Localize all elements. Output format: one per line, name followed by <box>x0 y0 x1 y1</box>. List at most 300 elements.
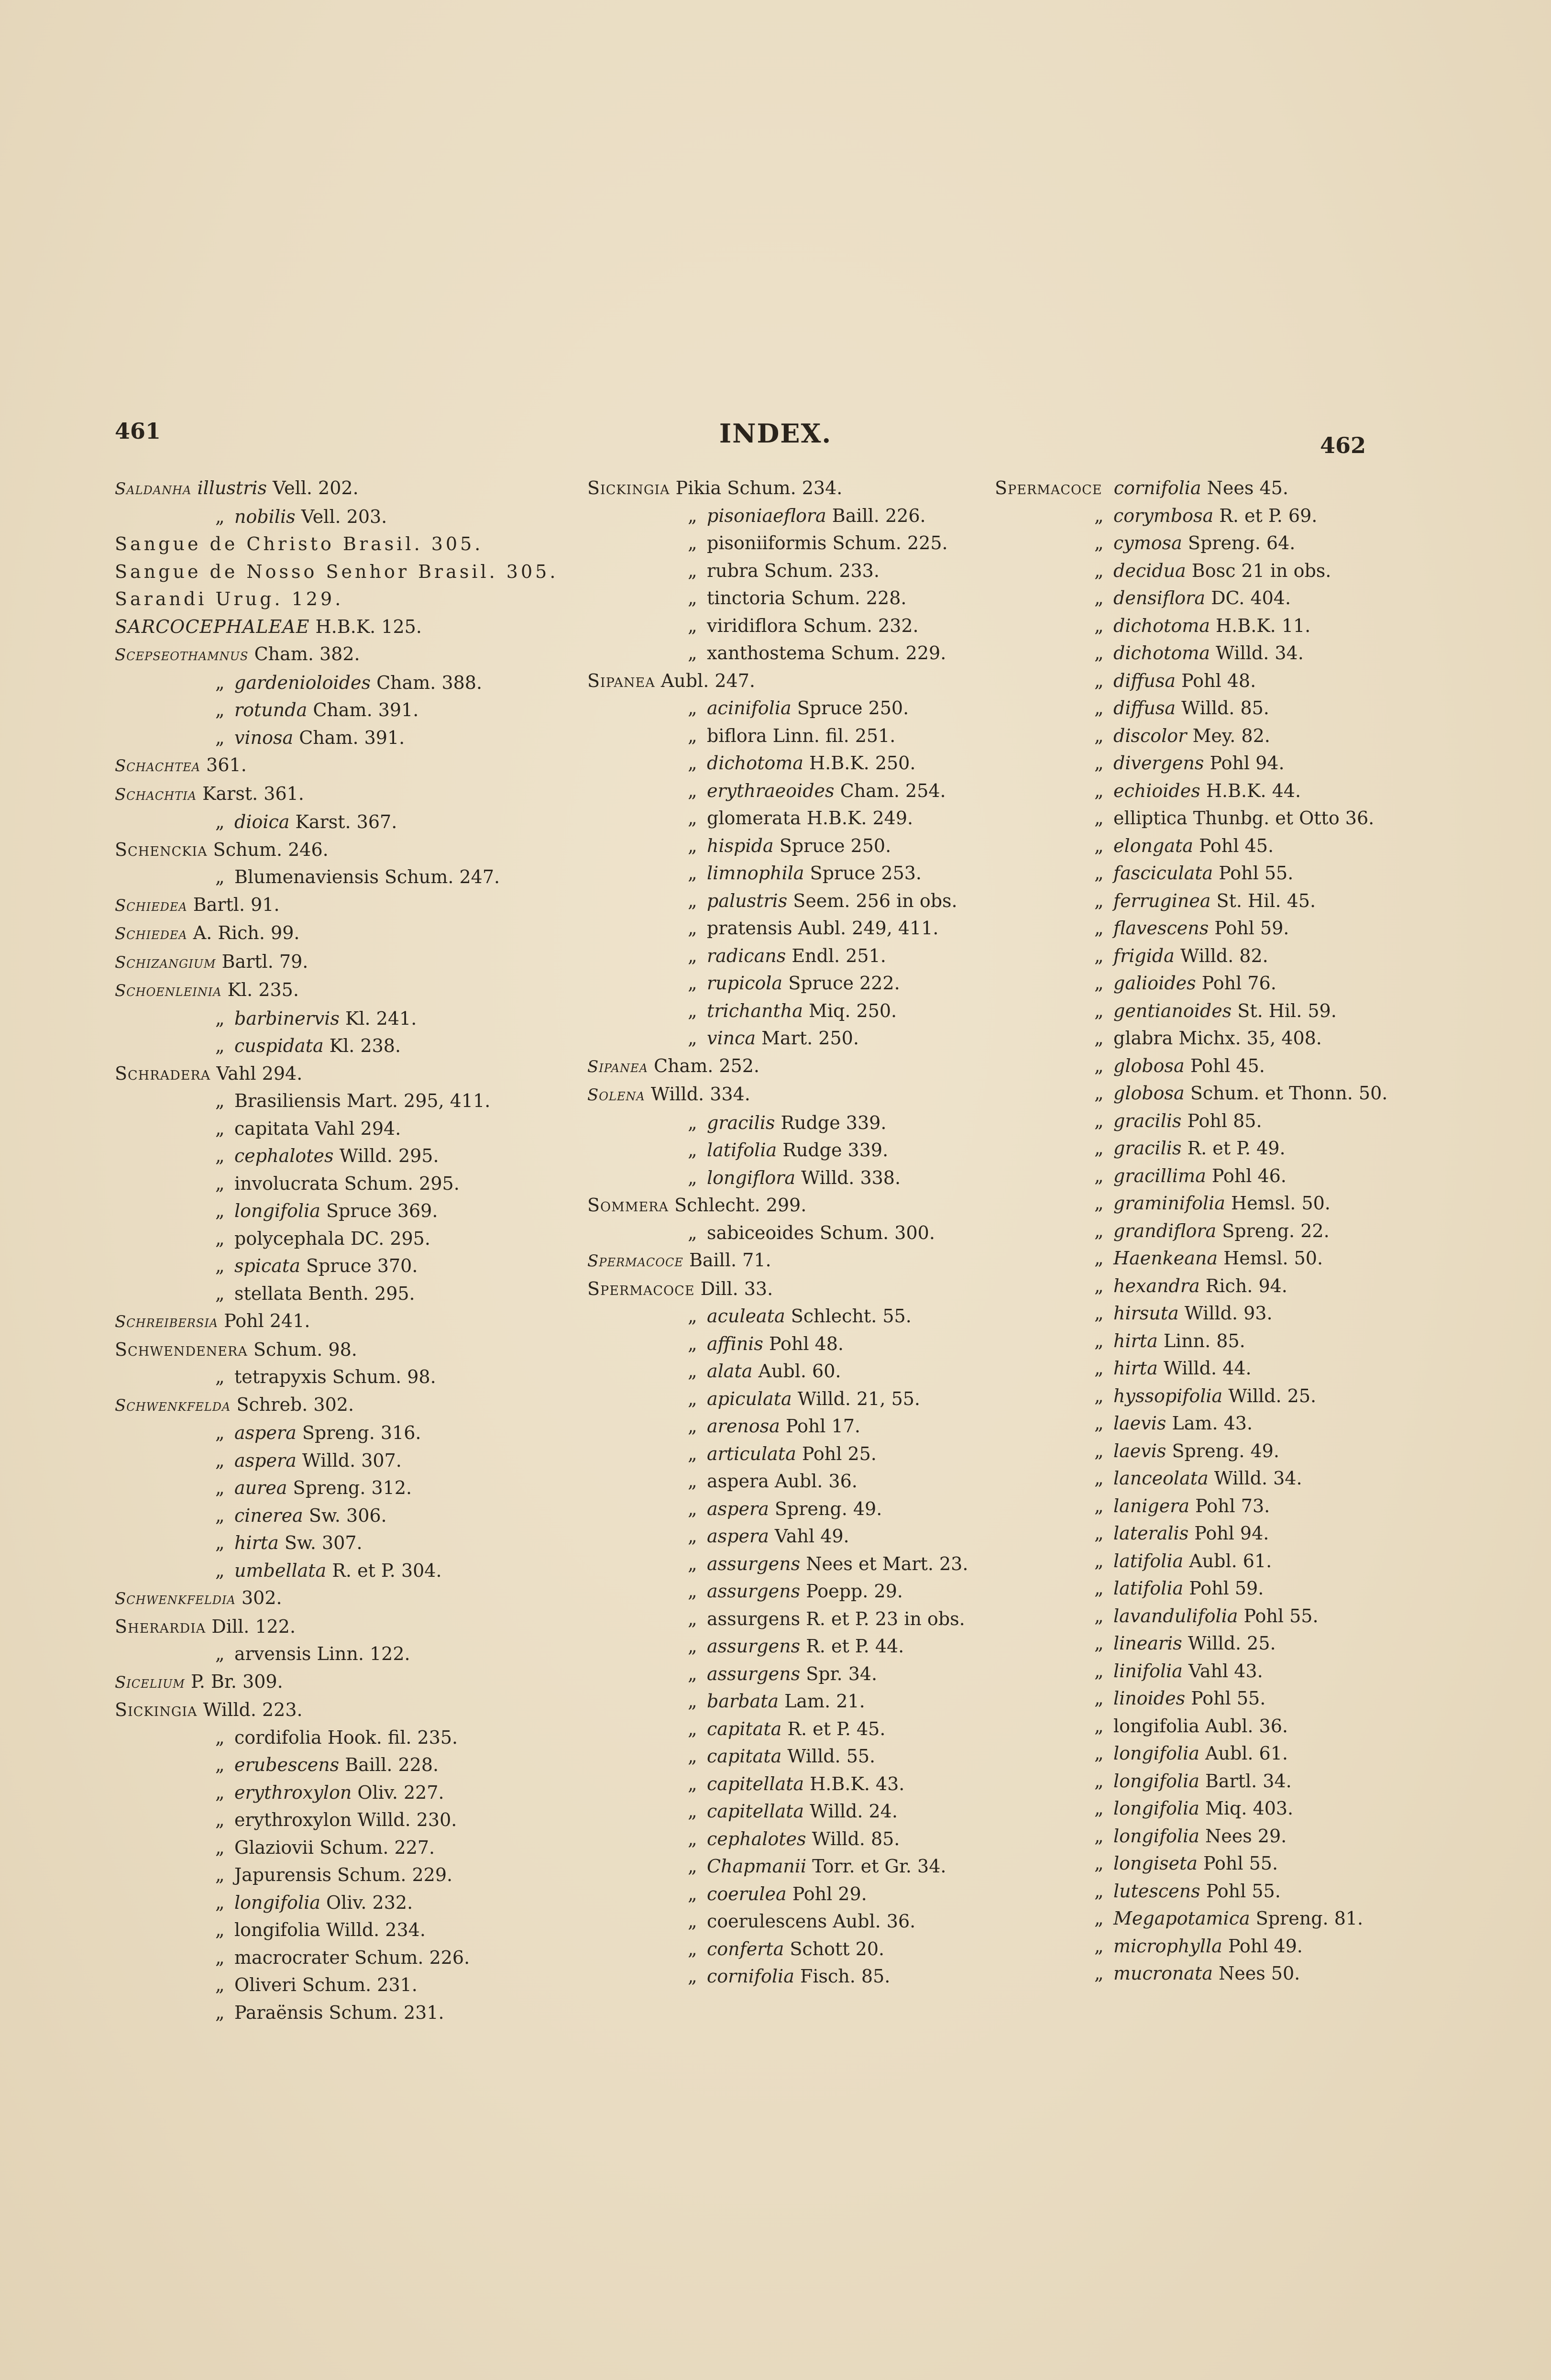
authority-reference: Spruce 253. <box>810 863 922 884</box>
species-name: conferta <box>707 1938 784 1959</box>
index-entry <box>115 697 560 724</box>
entry-text: stellata Benth. 295. <box>234 1283 415 1304</box>
species-name: dichotoma <box>1113 615 1210 636</box>
species-name: diffusa <box>1113 697 1176 719</box>
index-entry <box>115 1557 560 1585</box>
ditto-mark: „ <box>215 811 225 832</box>
species-name: galioides <box>1113 973 1196 994</box>
ditto-mark: „ <box>688 973 697 994</box>
species-name: fasciculata <box>1113 863 1213 884</box>
authority-reference: Sw. 306. <box>308 1505 387 1526</box>
ditto-mark: „ <box>688 1938 697 1959</box>
species-name: trichantha <box>707 1000 803 1021</box>
species-name: erythroxylon <box>234 1782 352 1803</box>
index-entry <box>587 557 1008 585</box>
authority-reference: Aubl. 247. <box>660 670 755 691</box>
species-name: hirsuta <box>1113 1303 1179 1324</box>
index-entry <box>995 1190 1444 1218</box>
authority-reference: Schlecht. 299. <box>674 1195 807 1216</box>
index-entry <box>995 667 1444 695</box>
authority-reference: R. et P. 45. <box>787 1718 886 1739</box>
authority-reference: Willd. 25. <box>1188 1633 1276 1654</box>
index-entry <box>115 836 560 864</box>
index-entry <box>995 1740 1444 1768</box>
authority-reference: Rich. 94. <box>1205 1275 1287 1296</box>
index-entry <box>115 586 560 613</box>
species-name: assurgens <box>707 1553 801 1574</box>
index-entry <box>995 557 1444 585</box>
authority-reference: R. et P. 69. <box>1219 505 1318 526</box>
ditto-mark: „ <box>1094 697 1104 719</box>
species-name: densiflora <box>1113 587 1205 609</box>
ditto-mark: „ <box>1094 1303 1104 1324</box>
index-entry <box>995 1052 1444 1080</box>
ditto-mark: „ <box>1094 780 1104 801</box>
authority-reference: H.B.K. 250. <box>809 753 916 774</box>
authority-reference: Kl. 235. <box>227 979 299 1000</box>
species-name: longifolia <box>1113 1770 1199 1792</box>
genus-name: Schenckia <box>115 839 208 860</box>
authority-reference: Lam. 21. <box>784 1691 865 1712</box>
ditto-mark: „ <box>215 1450 225 1471</box>
entry-text: tinctoria Schum. 228. <box>707 587 907 609</box>
species-name: barbinervis <box>234 1007 340 1029</box>
index-entry <box>587 1908 1008 1936</box>
authority-reference: Sw. 307. <box>284 1532 363 1553</box>
index-entry <box>115 808 560 836</box>
ditto-mark: „ <box>215 1505 225 1526</box>
index-entry <box>115 1668 560 1697</box>
index-entry <box>995 1933 1444 1960</box>
genus-name: Sicelium <box>115 1672 185 1692</box>
species-name: frigida <box>1113 945 1175 966</box>
ditto-mark: „ <box>1094 918 1104 939</box>
authority-reference: Baill. 71. <box>689 1250 771 1271</box>
species-name: spicata <box>234 1255 300 1276</box>
index-entry <box>115 724 560 752</box>
index-entry <box>995 805 1444 832</box>
index-entry <box>115 1170 560 1198</box>
ditto-mark: „ <box>688 1856 697 1877</box>
genus-name: Spermacoce <box>587 1251 683 1271</box>
species-name: discolor <box>1113 725 1187 746</box>
index-entry <box>587 1358 1008 1385</box>
species-name: linifolia <box>1113 1660 1183 1682</box>
entry-text: Sarandi Urug. 129. <box>115 588 344 609</box>
ditto-mark: „ <box>688 725 697 746</box>
ditto-mark: „ <box>1094 1083 1104 1104</box>
index-entry <box>995 1080 1444 1107</box>
species-name: lanigera <box>1113 1495 1190 1517</box>
index-entry <box>587 915 1008 942</box>
authority-reference: Cham. 252. <box>654 1055 760 1076</box>
ditto-mark: „ <box>215 1754 225 1775</box>
species-name: cuspidata <box>234 1035 324 1056</box>
index-entry <box>115 1889 560 1917</box>
ditto-mark: „ <box>688 835 697 856</box>
entry-text: polycephala DC. 295. <box>234 1228 430 1249</box>
species-name: diffusa <box>1113 670 1176 691</box>
entry-text: biflora Linn. fil. 251. <box>707 725 896 746</box>
authority-reference: Spreng. 64. <box>1188 532 1296 553</box>
index-entry <box>587 1495 1008 1523</box>
index-entry <box>115 1696 560 1724</box>
index-entry <box>587 1052 1008 1081</box>
species-name: laevis <box>1113 1413 1166 1434</box>
ditto-mark: „ <box>1094 1853 1104 1874</box>
index-entry <box>995 997 1444 1025</box>
authority-reference: Willd. 295. <box>339 1145 439 1166</box>
entry-text: cordifolia Hook. fil. 235. <box>234 1727 458 1748</box>
ditto-mark: „ <box>215 727 225 748</box>
authority-reference: Spruce 250. <box>797 697 909 719</box>
index-entry <box>995 1685 1444 1713</box>
ditto-mark: „ <box>688 1471 697 1492</box>
entry-text: longifolia Willd. 234. <box>234 1919 426 1940</box>
index-entry <box>995 750 1444 777</box>
species-name: lateralis <box>1113 1523 1189 1544</box>
ditto-mark: „ <box>215 1947 225 1968</box>
species-name: lavandulifolia <box>1113 1605 1238 1627</box>
authority-reference: Pohl 55. <box>1203 1853 1278 1874</box>
ditto-mark: „ <box>1094 1688 1104 1709</box>
ditto-mark: „ <box>1094 1110 1104 1131</box>
index-entry <box>587 502 1008 530</box>
index-entry <box>995 1355 1444 1383</box>
index-entry <box>995 1218 1444 1245</box>
ditto-mark: „ <box>215 1892 225 1913</box>
species-name: longifolia <box>234 1200 320 1221</box>
index-entry <box>587 1881 1008 1908</box>
index-entry <box>995 1438 1444 1465</box>
ditto-mark: „ <box>215 506 225 527</box>
entry-text: arvensis Linn. 122. <box>234 1643 410 1664</box>
index-entry <box>587 1385 1008 1413</box>
authority-reference: Vahl 43. <box>1188 1660 1263 1682</box>
authority-reference: Willd. 93. <box>1184 1303 1273 1324</box>
authority-reference: Pohl 48. <box>1181 670 1256 691</box>
authority-reference: Seem. 256 in obs. <box>793 890 957 911</box>
index-entry <box>587 695 1008 722</box>
index-entry <box>115 1724 560 1752</box>
authority-reference: Linn. 85. <box>1163 1330 1245 1351</box>
species-name: microphylla <box>1113 1935 1222 1957</box>
index-entry <box>995 585 1444 612</box>
authority-reference: Spreng. 81. <box>1255 1908 1364 1929</box>
index-entry <box>115 531 560 558</box>
species-name: coerulea <box>707 1883 787 1904</box>
index-entry <box>587 1247 1008 1275</box>
index-entry <box>995 942 1444 970</box>
authority-reference: Nees 45. <box>1207 477 1288 498</box>
authority-reference: Bartl. 79. <box>221 951 308 972</box>
ditto-mark: „ <box>1094 1165 1104 1186</box>
species-name: gentianoides <box>1113 1000 1232 1021</box>
authority-reference: Rudge 339. <box>781 1112 887 1133</box>
authority-reference: Vell. 202. <box>273 477 359 498</box>
species-name: capitata <box>707 1718 782 1739</box>
authority-reference: Pohl 241. <box>224 1310 310 1331</box>
index-column-1 <box>115 475 560 2026</box>
ditto-mark: „ <box>688 863 697 884</box>
ditto-mark: „ <box>1094 1660 1104 1682</box>
index-entry <box>587 1853 1008 1881</box>
authority-reference: Pohl 55. <box>1219 863 1294 884</box>
genus-name: Sickingia <box>587 477 670 498</box>
ditto-mark: „ <box>215 1366 225 1387</box>
index-entry <box>995 1823 1444 1850</box>
species-name: latifolia <box>1113 1550 1184 1572</box>
index-entry <box>587 1771 1008 1798</box>
ditto-mark: „ <box>688 1306 697 1327</box>
species-name: longifolia <box>1113 1825 1199 1847</box>
ditto-mark: „ <box>1094 808 1104 829</box>
authority-reference: Willd. 307. <box>302 1450 402 1471</box>
authority-reference: H.B.K. 125. <box>315 616 422 637</box>
ditto-mark: „ <box>688 560 697 581</box>
species-name: aurea <box>234 1477 287 1498</box>
ditto-mark: „ <box>688 1167 697 1188</box>
index-entry <box>995 1713 1444 1740</box>
species-name: globosa <box>1113 1083 1185 1104</box>
ditto-mark: „ <box>688 1112 697 1133</box>
species-name: elongata <box>1113 835 1193 856</box>
genus-name: Schachtia <box>115 785 197 804</box>
ditto-mark: „ <box>215 1560 225 1581</box>
species-name: radicans <box>707 945 786 966</box>
index-entry <box>587 1303 1008 1330</box>
species-name: longiseta <box>1113 1853 1198 1874</box>
ditto-mark: „ <box>688 1416 697 1437</box>
index-entry <box>115 503 560 531</box>
species-name: linoides <box>1113 1688 1186 1709</box>
index-entry <box>995 1273 1444 1300</box>
species-name: vinca <box>707 1028 756 1049</box>
authority-reference: Willd. 24. <box>810 1801 898 1822</box>
authority-reference: Schlecht. 55. <box>791 1306 912 1327</box>
authority-reference: Dill. 33. <box>700 1278 773 1299</box>
index-entry <box>995 1520 1444 1548</box>
genus-name: Schwenkfelda <box>115 1395 231 1415</box>
authority-reference: Torr. et Gr. 34. <box>812 1856 946 1877</box>
ditto-mark: „ <box>215 1145 225 1166</box>
species-name: gardenioloides <box>234 672 371 693</box>
authority-reference: Pohl 48. <box>769 1333 844 1354</box>
species-name: gracillima <box>1113 1165 1206 1186</box>
index-entry <box>587 942 1008 970</box>
authority-reference: Baill. 228. <box>345 1754 439 1775</box>
index-entry <box>115 1115 560 1143</box>
index-entry <box>115 1779 560 1807</box>
index-entry <box>995 1410 1444 1438</box>
genus-name: Schwenkfeldia <box>115 1589 236 1608</box>
index-entry <box>115 641 560 669</box>
authority-reference: Vahl 49. <box>774 1526 849 1547</box>
species-name: globosa <box>1113 1055 1185 1076</box>
index-entry <box>587 1826 1008 1853</box>
species-name: capitellata <box>707 1773 804 1794</box>
ditto-mark: „ <box>1094 1330 1104 1351</box>
species-name: aculeata <box>707 1306 785 1327</box>
authority-reference: Pohl 17. <box>785 1416 860 1437</box>
ditto-mark: „ <box>688 945 697 966</box>
authority-reference: Vahl 294. <box>216 1063 303 1084</box>
index-entry <box>115 1806 560 1834</box>
species-name: rupicola <box>707 973 783 994</box>
species-name: cephalotes <box>707 1828 806 1849</box>
ditto-mark: „ <box>688 1608 697 1629</box>
species-name: flavescens <box>1113 918 1209 939</box>
index-entry <box>115 1307 560 1336</box>
index-entry <box>115 1834 560 1862</box>
index-entry <box>587 585 1008 612</box>
index-entry <box>115 1087 560 1115</box>
index-entry <box>995 612 1444 640</box>
authority-reference: Bosc 21 in obs. <box>1191 560 1331 581</box>
index-entry <box>115 1971 560 1999</box>
authority-reference: H.B.K. 11. <box>1216 615 1311 636</box>
index-entry <box>587 997 1008 1025</box>
genus-name: Sipanea <box>587 1057 648 1076</box>
right-page-number: 462 <box>1320 432 1366 458</box>
authority-reference: Mey. 82. <box>1192 725 1270 746</box>
authority-reference: Willd. 34. <box>1216 642 1304 664</box>
ditto-mark: „ <box>688 1636 697 1657</box>
authority-reference: Nees 50. <box>1218 1963 1300 1984</box>
entry-text: assurgens R. et P. 23 in obs. <box>707 1608 965 1629</box>
authority-reference: Aubl. 61. <box>1189 1550 1272 1572</box>
page-header <box>0 415 1551 458</box>
ditto-mark: „ <box>215 1200 225 1221</box>
species-name: vinosa <box>234 727 294 748</box>
entry-text: coerulescens Aubl. 36. <box>707 1911 916 1932</box>
authority-reference: 302. <box>241 1587 282 1608</box>
authority-reference: Willd. 338. <box>801 1167 901 1188</box>
index-entry <box>995 530 1444 557</box>
genus-name: Sherardia <box>115 1616 206 1637</box>
index-entry <box>587 667 1008 695</box>
species-name: Haenkeana <box>1113 1248 1218 1269</box>
index-entry <box>995 777 1444 805</box>
species-name: capitellata <box>707 1801 804 1822</box>
authority-reference: Hemsl. 50. <box>1231 1193 1331 1214</box>
index-entry <box>587 640 1008 667</box>
ditto-mark: „ <box>215 1837 225 1858</box>
index-entry <box>115 1419 560 1447</box>
ditto-mark: „ <box>688 1718 697 1739</box>
index-entry <box>995 970 1444 997</box>
authority-reference: Dill. 122. <box>211 1616 296 1637</box>
ditto-mark: „ <box>688 1553 697 1574</box>
ditto-mark: „ <box>688 753 697 774</box>
entry-text: Japurensis Schum. 229. <box>234 1864 453 1885</box>
index-entry <box>995 1658 1444 1685</box>
ditto-mark: „ <box>1094 532 1104 553</box>
ditto-mark: „ <box>1094 1715 1104 1737</box>
index-entry <box>115 1861 560 1889</box>
authority-reference: Nees et Mart. 23. <box>806 1553 968 1574</box>
ditto-mark: „ <box>688 1883 697 1904</box>
index-entry <box>995 1135 1444 1162</box>
ditto-mark: „ <box>688 587 697 609</box>
index-entry <box>115 1751 560 1779</box>
species-name: hirta <box>234 1532 279 1553</box>
ditto-mark: „ <box>688 505 697 526</box>
entry-text: sabiceoides Schum. 300. <box>707 1222 935 1243</box>
authority-reference: Pohl 94. <box>1194 1523 1269 1544</box>
index-entry <box>587 970 1008 997</box>
authority-reference: Willd. 334. <box>650 1084 750 1105</box>
genus-name: Schradera <box>115 1063 211 1084</box>
entry-text: Paraënsis Schum. 231. <box>234 2002 444 2023</box>
ditto-mark: „ <box>215 1173 225 1194</box>
species-name: longifolia <box>1113 1743 1199 1764</box>
index-entry <box>115 919 560 948</box>
index-entry <box>115 1363 560 1391</box>
ditto-mark: „ <box>215 1007 225 1029</box>
ditto-mark: „ <box>688 1028 697 1049</box>
index-entry <box>115 1197 560 1225</box>
authority-reference: Schott 20. <box>790 1938 885 1959</box>
index-entry <box>587 1219 1008 1247</box>
authority-reference: Pohl 55. <box>1206 1880 1281 1902</box>
species-name: capitata <box>707 1746 782 1767</box>
ditto-mark: „ <box>688 1333 697 1354</box>
ditto-mark: „ <box>1094 1770 1104 1792</box>
species-name: pisoniaeflora <box>707 505 826 526</box>
ditto-mark: „ <box>688 1443 697 1464</box>
authority-reference: Pohl 45. <box>1199 835 1274 856</box>
ditto-mark: „ <box>1094 1743 1104 1764</box>
genus-name: Scepseothamnus <box>115 645 249 664</box>
index-entry <box>115 1944 560 1972</box>
ditto-mark: „ <box>215 1283 225 1304</box>
index-entry <box>115 1474 560 1502</box>
ditto-mark: „ <box>1094 1193 1104 1214</box>
index-entry <box>587 1605 1008 1633</box>
ditto-mark: „ <box>1094 1138 1104 1159</box>
species-name: linearis <box>1113 1633 1182 1654</box>
species-name: cornifolia <box>707 1966 794 1987</box>
authority-reference: Aubl. 61. <box>1205 1743 1288 1764</box>
index-entry <box>587 777 1008 805</box>
index-entry <box>587 612 1008 640</box>
index-entry <box>587 1743 1008 1771</box>
authority-reference: Spr. 34. <box>806 1663 878 1684</box>
authority-reference: Pohl 59. <box>1189 1578 1264 1599</box>
index-entry <box>115 1336 560 1364</box>
index-entry <box>995 1878 1444 1905</box>
index-entry <box>995 1162 1444 1190</box>
index-entry <box>115 1502 560 1530</box>
index-entry <box>115 891 560 920</box>
authority-reference: Willd. 82. <box>1180 945 1268 966</box>
authority-reference: R. et P. 304. <box>332 1560 442 1581</box>
index-entry <box>587 1660 1008 1688</box>
ditto-mark: „ <box>1094 1825 1104 1847</box>
ditto-mark: „ <box>1094 1495 1104 1517</box>
page-title: INDEX. <box>719 418 832 449</box>
species-name: ferruginea <box>1113 890 1211 911</box>
index-entry <box>995 1905 1444 1933</box>
ditto-mark: „ <box>1094 1440 1104 1461</box>
species-name: corymbosa <box>1113 505 1214 526</box>
ditto-mark: „ <box>688 1828 697 1849</box>
ditto-mark: „ <box>215 2002 225 2023</box>
authority-reference: Kl. 238. <box>329 1035 401 1056</box>
index-entry <box>587 1688 1008 1716</box>
authority-reference: Karst. 361. <box>202 783 304 804</box>
